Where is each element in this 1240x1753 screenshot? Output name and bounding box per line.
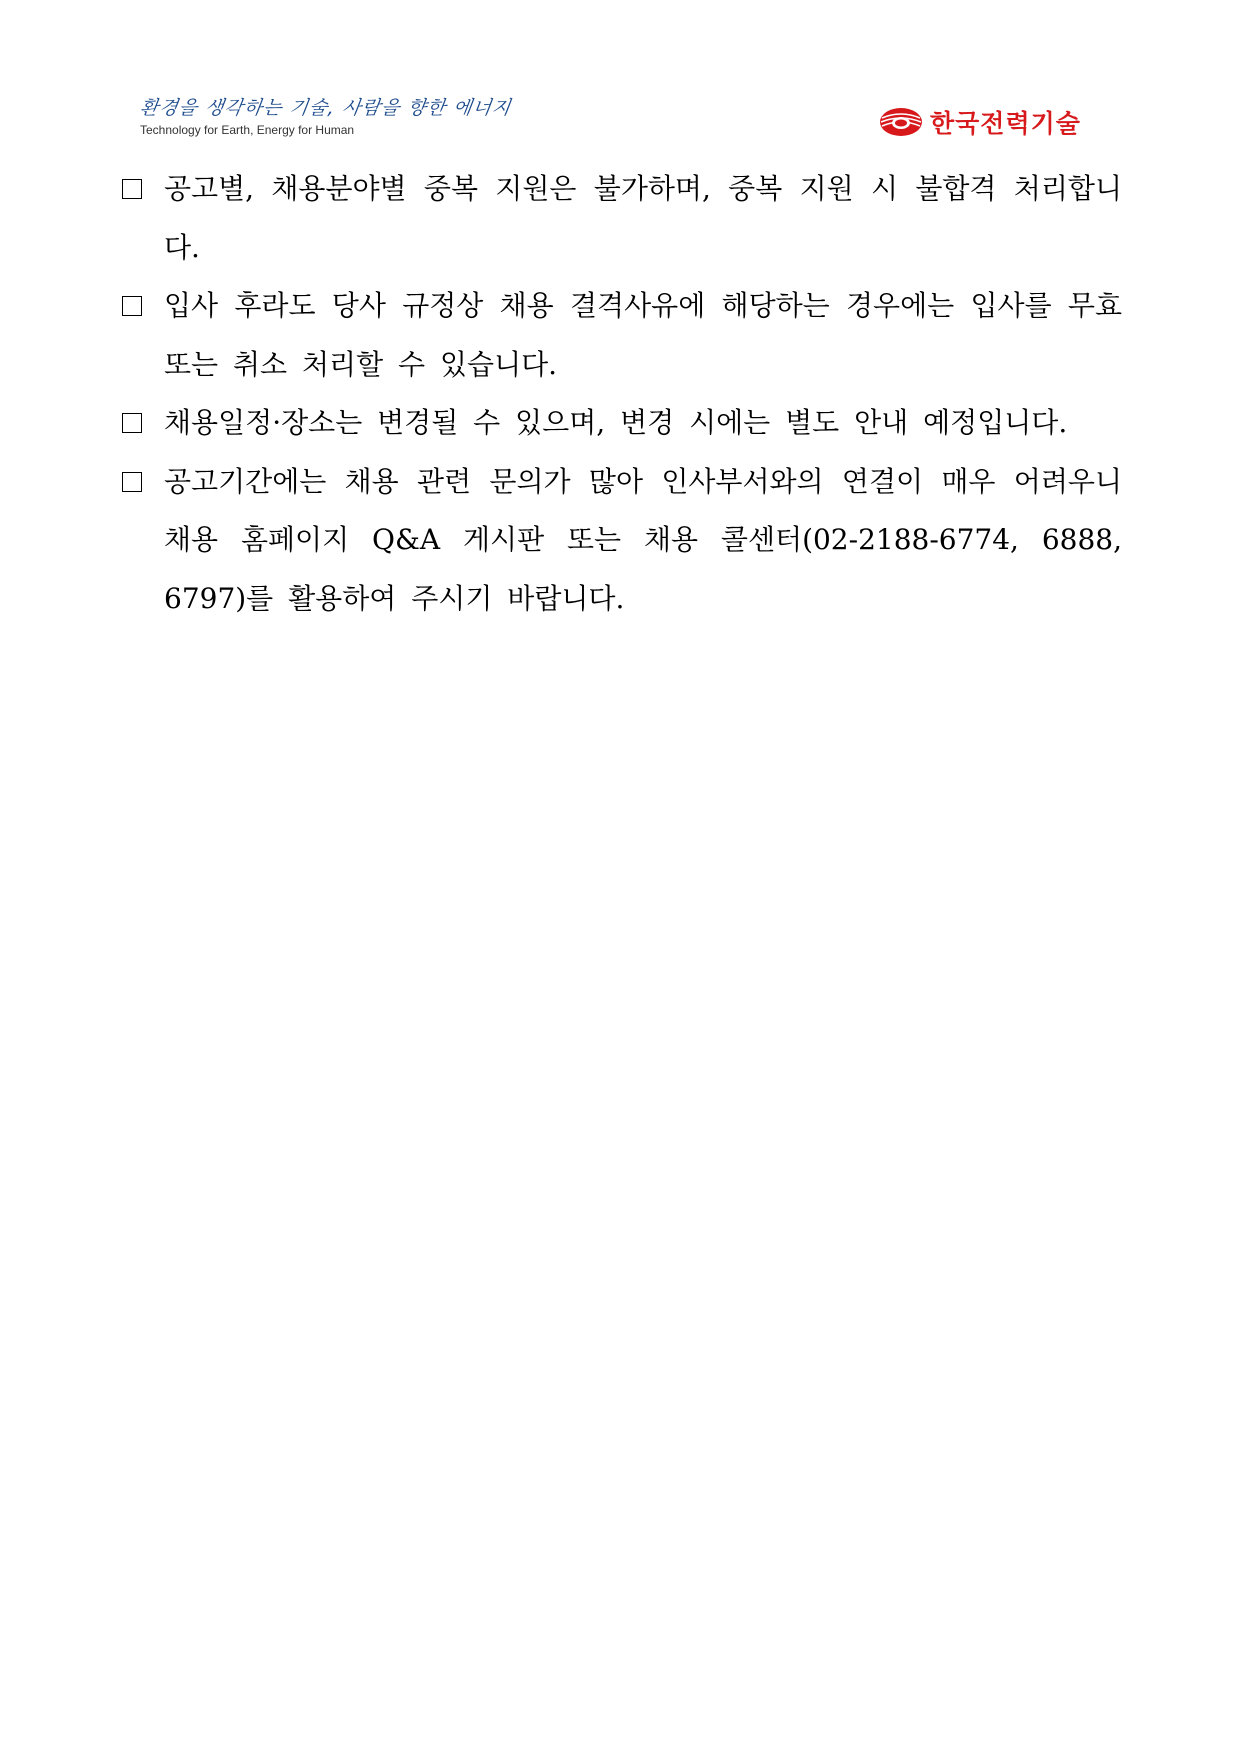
notice-item: [118, 277, 1122, 394]
checkbox-bullet-icon: [122, 296, 142, 316]
checkbox-bullet-icon: [122, 472, 142, 492]
notice-list: [118, 160, 1122, 628]
slogan: [138, 96, 513, 138]
slogan-english: Technology for Earth, Energy for Human: [140, 123, 355, 137]
notice-text: 공고기간에는 채용 관련 문의가 많아 인사부서와의 연결이 매우 어려우니 채용 홈페이지 Q&A 게시판 또는 채용 콜센터(02-2188-6774, 6888, 6797)를 활용하여 주시기 바랍니다.: [164, 464, 1122, 615]
checkbox-bullet-icon: [122, 179, 142, 199]
notice-text: 공고별, 채용분야별 중복 지원은 불가하며, 중복 지원 시 불합격 처리합니다.: [164, 172, 1122, 264]
company-brand: [878, 104, 1081, 140]
slogan-korean: 환경을 생각하는 기술, 사람을 향한 에너지: [138, 97, 513, 119]
company-logo-icon: [878, 106, 924, 138]
page-header: [0, 0, 1240, 160]
notice-text: 입사 후라도 당사 규정상 채용 결격사유에 해당하는 경우에는 입사를 무효 또는 취소 처리할 수 있습니다.: [164, 289, 1122, 381]
notice-text: 채용일정·장소는 변경될 수 있으며, 변경 시에는 별도 안내 예정입니다.: [164, 406, 1068, 439]
notice-item: [118, 453, 1122, 629]
notice-item: [118, 160, 1122, 277]
company-name: 한국전력기술: [930, 109, 1081, 138]
notice-item: [118, 394, 1122, 453]
checkbox-bullet-icon: [122, 413, 142, 433]
